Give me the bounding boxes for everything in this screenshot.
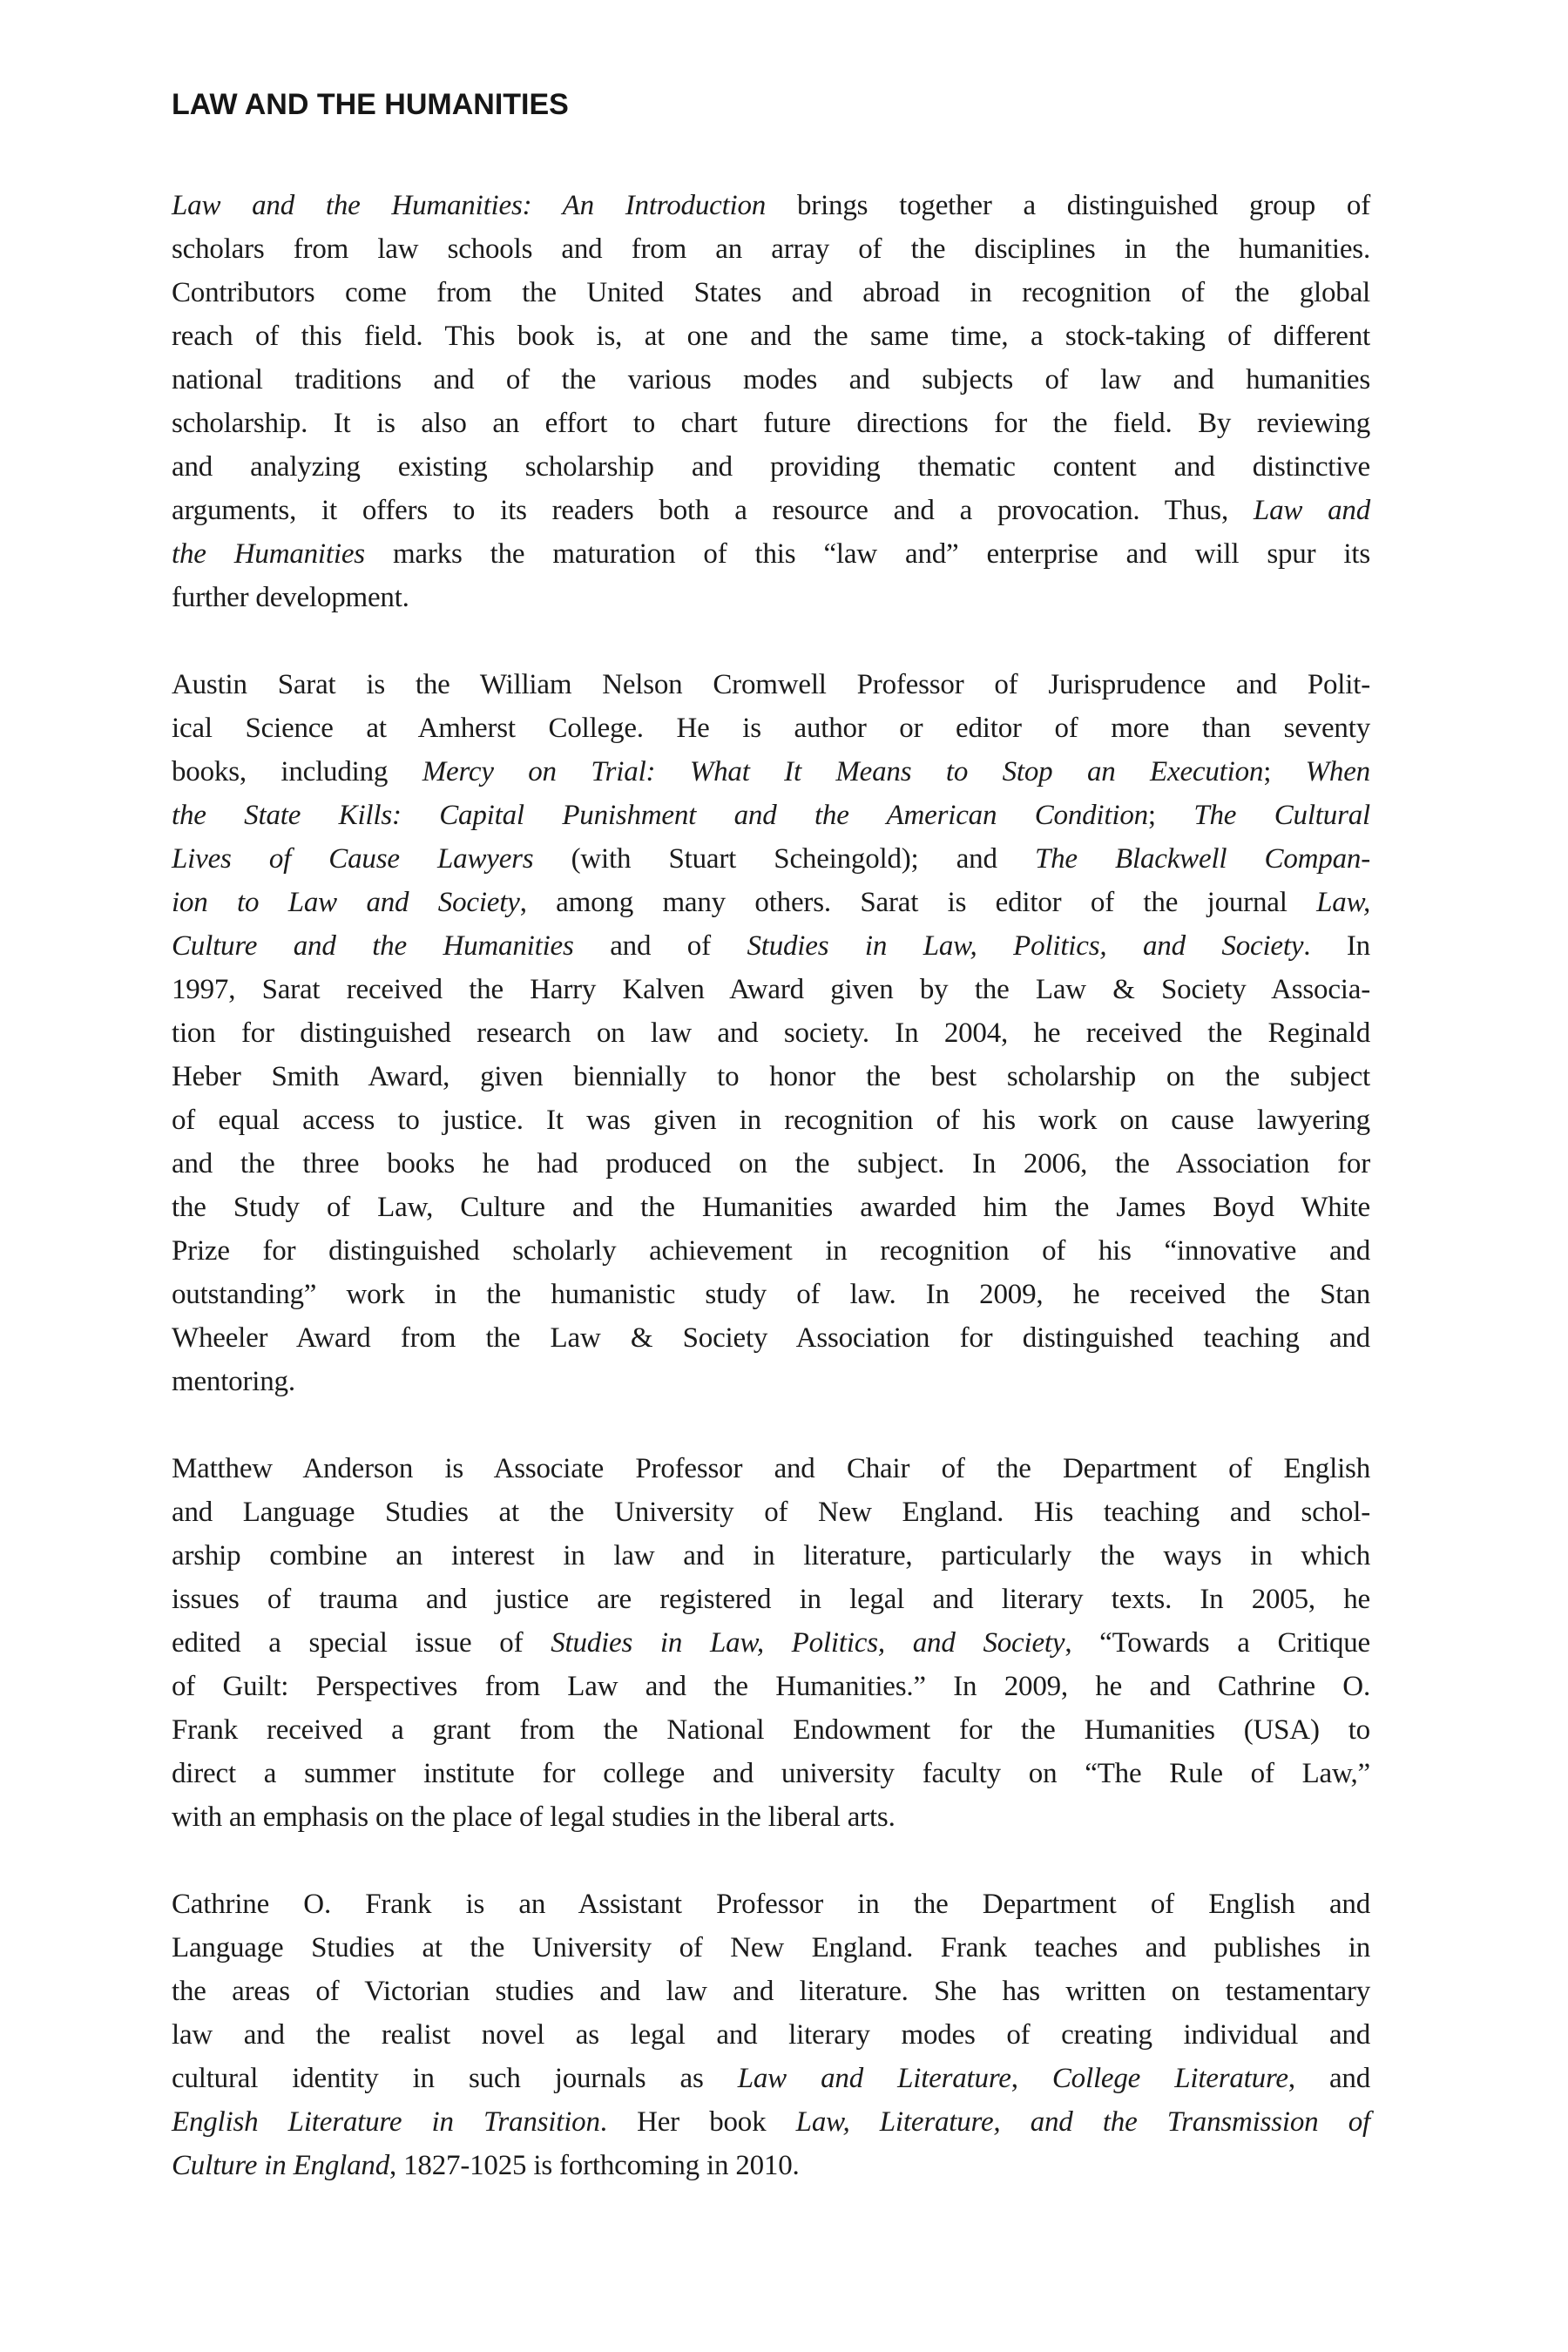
text-run: brings together a distinguished group of [766,190,1370,221]
text-run: 1997, Sarat received the Harry Kalven Award given by the Law & Society Associa- [172,974,1370,1005]
text-line [172,271,1370,314]
text-line [172,1926,1370,1970]
text-line [172,2144,1370,2187]
text-line [172,1795,1370,1839]
text-line [172,2057,1370,2100]
page-content [172,87,1370,2187]
text-line [172,837,1370,881]
text-line [172,1011,1370,1055]
text-line [172,2013,1370,2057]
text-run: of equal access to justice. It was given in recognition of his work on cause lawyering [172,1105,1370,1136]
text-run: the areas of Victorian studies and law and literature. She has written on testamentary [172,1976,1370,2007]
text-line [172,750,1370,794]
paragraph [172,1882,1370,2187]
italic-text-run: the State Kills: Capital Punishment and the American Condition [172,800,1148,831]
body-paragraphs [172,184,1370,2187]
text-run: Cathrine O. Frank is an Assistant Professor in the Department of English and [172,1889,1370,1920]
text-run: ical Science at Amherst College. He is author or editor of more than seventy [172,713,1370,744]
text-run: direct a summer institute for college and university faculty on “The Rule of Law,” [172,1758,1370,1789]
paragraph [172,663,1370,1403]
text-run: Language Studies at the University of New England. Frank teaches and publishes in [172,1932,1370,1963]
text-run: ; [1147,800,1194,831]
text-line [172,1186,1370,1229]
paragraph [172,1447,1370,1839]
text-run: arguments, it offers to its readers both a resource and a provocation. Thus, [172,495,1254,526]
italic-text-run: English Literature in Transition [172,2106,600,2138]
text-line [172,2100,1370,2144]
italic-text-run: The Blackwell Compan- [1034,843,1370,875]
text-line [172,706,1370,750]
text-run: , 1827-1025 is forthcoming in 2010. [389,2150,800,2181]
text-run: , and [1288,2063,1371,2094]
text-run: books, including [172,756,422,787]
text-run: reach of this field. This book is, at one and the same time, a stock-taking of different [172,321,1370,352]
text-run: , “Towards a Critique [1064,1627,1370,1659]
text-run: of Guilt: Perspectives from Law and the Humanities.” In 2009, he and Cathrine O. [172,1671,1370,1702]
text-run: outstanding” work in the humanistic study of law. In 2009, he received the Stan [172,1279,1370,1310]
text-line [172,924,1370,968]
text-run: scholarship. It is also an effort to chart future directions for the field. By reviewing [172,408,1370,439]
italic-text-run: Lives of Cause Lawyers [172,843,534,875]
text-run: Heber Smith Award, given biennially to honor the best scholarship on the subject [172,1061,1370,1092]
paragraph [172,184,1370,619]
text-line [172,576,1370,619]
text-line [172,1316,1370,1360]
italic-text-run: Law, Literature, and the Transmission of [795,2106,1370,2138]
italic-text-run: Studies in Law, Politics, and Society [551,1627,1065,1659]
text-line [172,1534,1370,1578]
italic-text-run: College Literature [1051,2063,1288,2094]
italic-text-run: the Humanities [172,538,365,570]
text-line [172,794,1370,837]
italic-text-run: Law and the Humanities: An Introduction [172,190,767,221]
text-run: further development. [172,582,409,613]
text-line [172,1578,1370,1621]
text-run: cultural identity in such journals as [172,2063,738,2094]
text-line [172,1665,1370,1708]
text-line [172,881,1370,924]
text-line [172,184,1370,227]
text-line [172,1882,1370,1926]
text-line [172,358,1370,402]
text-run: and of [573,930,747,962]
text-run: and analyzing existing scholarship and providing thematic content and distinctive [172,451,1370,483]
page-title: LAW AND THE HUMANITIES [172,88,569,121]
text-run: . Her book [599,2106,796,2138]
italic-text-run: When [1305,756,1370,787]
text-line [172,663,1370,706]
text-line [172,1970,1370,2013]
text-run: Wheeler Award from the Law & Society Association for distinguished teaching and [172,1322,1370,1354]
text-run: national traditions and of the various modes and subjects of law and humanities [172,364,1370,395]
text-run: the Study of Law, Culture and the Humanities awarded him the James Boyd White [172,1192,1370,1223]
text-line [172,1447,1370,1490]
text-line [172,489,1370,532]
italic-text-run: Culture in England [172,2150,390,2181]
text-run: , [1010,2063,1052,2094]
italic-text-run: Law and Literature [737,2063,1011,2094]
text-line [172,445,1370,489]
text-run: , among many others. Sarat is editor of the journal [519,887,1317,918]
text-line [172,532,1370,576]
text-line [172,1752,1370,1795]
italic-text-run: Culture and the Humanities [172,930,574,962]
text-line [172,1490,1370,1534]
italic-text-run: The Cultural [1193,800,1370,831]
text-run: arship combine an interest in law and in literature, particularly the ways in which [172,1540,1370,1571]
text-run: mentoring. [172,1366,295,1397]
text-line [172,1273,1370,1316]
text-line [172,402,1370,445]
text-run: marks the maturation of this “law and” enterprise and will spur its [364,538,1370,570]
text-run: Contributors come from the United States and abroad in recognition of the global [172,277,1370,308]
text-line [172,1229,1370,1273]
italic-text-run: Studies in Law, Politics, and Society [747,930,1304,962]
text-run: with an emphasis on the place of legal studies in the liberal arts. [172,1801,896,1833]
text-run: scholars from law schools and from an array of the disciplines in the humanities. [172,233,1370,265]
text-line [172,1142,1370,1186]
italic-text-run: ion to Law and Society [172,887,520,918]
text-line [172,1360,1370,1403]
text-line [172,968,1370,1011]
text-line [172,1621,1370,1665]
text-run: issues of trauma and justice are registered in legal and literary texts. In 2005, he [172,1584,1370,1615]
italic-text-run: Law and [1253,495,1371,526]
italic-text-run: Law, [1316,887,1370,918]
text-run: Austin Sarat is the William Nelson Cromwell Professor of Jurisprudence and Polit- [172,669,1370,700]
text-run: ; [1263,756,1306,787]
text-line [172,1098,1370,1142]
text-line [172,1055,1370,1098]
text-run: edited a special issue of [172,1627,551,1659]
text-line [172,314,1370,358]
text-run: law and the realist novel as legal and literary modes of creating individual and [172,2019,1370,2051]
text-line [172,227,1370,271]
text-run: and the three books he had produced on the subject. In 2006, the Association for [172,1148,1370,1179]
text-run: Matthew Anderson is Associate Professor and Chair of the Department of English [172,1453,1370,1484]
text-run: and Language Studies at the University of New England. His teaching and schol- [172,1497,1370,1528]
text-run: (with Stuart Scheingold); and [533,843,1035,875]
text-run: Prize for distinguished scholarly achievement in recognition of his “innovative and [172,1235,1370,1267]
text-run: Frank received a grant from the National Endowment for the Humanities (USA) to [172,1714,1370,1746]
text-run: tion for distinguished research on law and society. In 2004, he received the Reginald [172,1017,1370,1049]
text-run: . In [1303,930,1370,962]
text-line [172,1708,1370,1752]
italic-text-run: Mercy on Trial: What It Means to Stop an Execution [422,756,1264,787]
